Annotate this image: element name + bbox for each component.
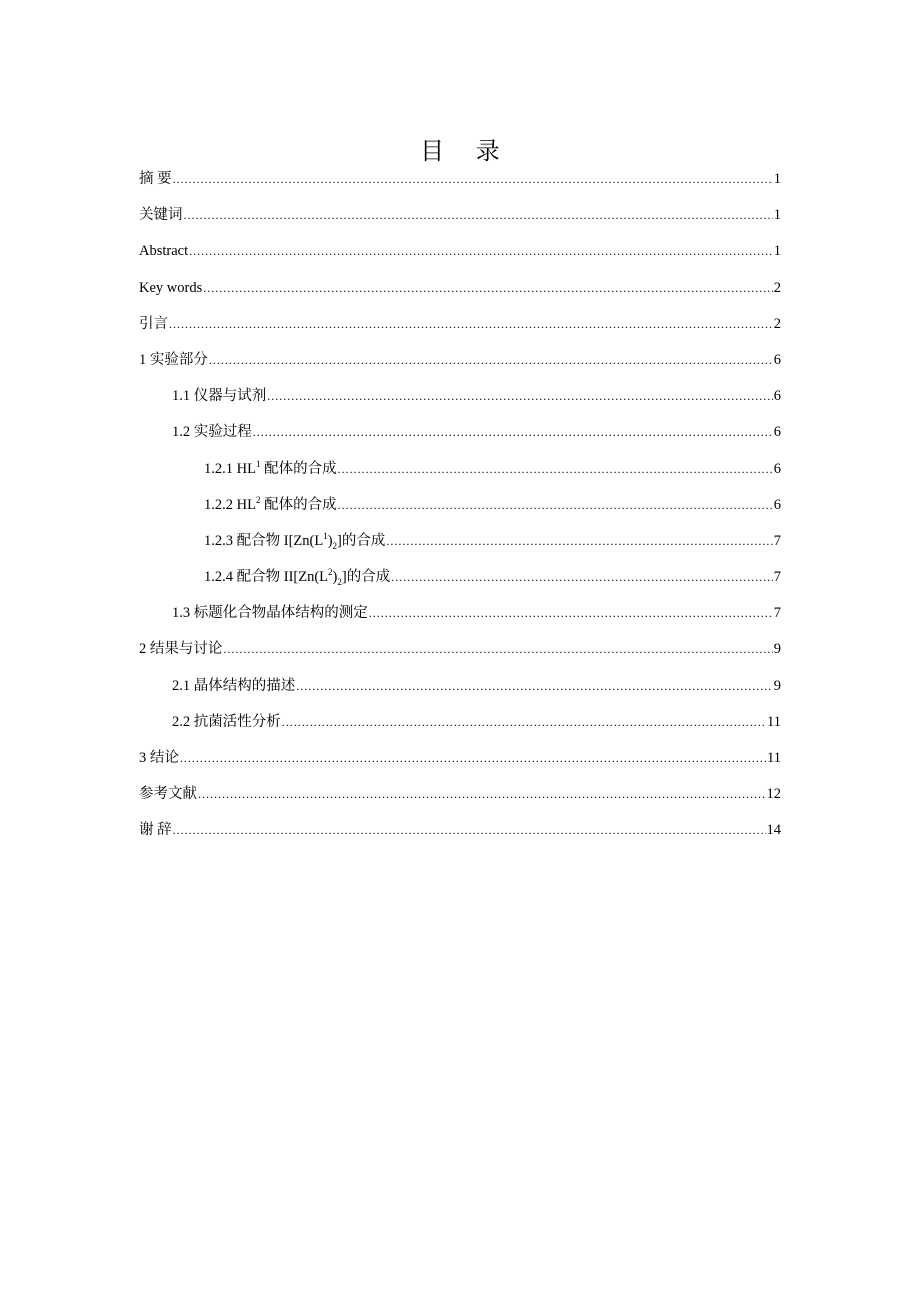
dot-leader [209, 349, 773, 371]
dot-leader [391, 566, 773, 588]
label-text: 1.2.2 HL [204, 496, 256, 513]
toc-entry-label: 1 实验部分 [139, 351, 208, 368]
dot-leader [173, 819, 766, 841]
dot-leader [282, 711, 766, 733]
dot-leader [338, 458, 773, 480]
toc-entry-abstract-cn[interactable] [139, 168, 781, 204]
toc-entry-section-1-2-2[interactable] [139, 494, 781, 530]
toc-entry-page: 6 [773, 388, 781, 405]
toc-entry-section-1[interactable] [139, 349, 781, 385]
label-text: 1.2.4 配合物 II[Zn(L [204, 569, 329, 586]
toc-entry-label: 1.1 仪器与试剂 [172, 388, 267, 405]
toc-entry-page: 6 [773, 460, 781, 477]
superscript: 2 [328, 567, 333, 578]
dot-leader [338, 494, 773, 516]
label-text: 配体的合成 [260, 460, 337, 477]
toc-entry-label: 2 结果与讨论 [139, 641, 223, 658]
toc-entry-page: 6 [773, 351, 781, 368]
toc-entry-page: 9 [773, 641, 781, 658]
toc-entry-page: 7 [773, 569, 781, 586]
dot-leader [223, 638, 772, 660]
toc-entry-label: 2.1 晶体结构的描述 [172, 677, 296, 694]
toc-entry-section-1-2-3[interactable] [139, 530, 781, 566]
toc-entry-page: 1 [773, 207, 781, 224]
toc-entry-section-2-2[interactable] [139, 711, 781, 747]
label-text: 配体的合成 [260, 496, 337, 513]
toc-entry-page: 6 [773, 496, 781, 513]
dot-leader [173, 168, 773, 190]
label-text: ]的合成 [337, 532, 386, 549]
dot-leader [369, 602, 773, 624]
dot-leader [198, 783, 766, 805]
dot-leader [296, 675, 773, 697]
toc-entry-label: 谢 辞 [139, 822, 172, 839]
label-text: 1.2.3 配合物 I[Zn(L [204, 532, 324, 549]
label-text: ) [332, 569, 338, 586]
dot-leader [169, 313, 773, 335]
toc-entry-label: 3 结论 [139, 750, 179, 766]
toc-entry-section-1-2-1[interactable] [139, 458, 781, 494]
toc-entry-page: 7 [773, 532, 781, 549]
toc-entry-label [204, 566, 390, 588]
dot-leader [189, 240, 773, 262]
toc-entry-label: 2.2 抗菌活性分析 [172, 713, 281, 730]
label-text: ) [327, 532, 333, 549]
toc-entry-label: Key words [139, 279, 203, 296]
toc-entry-label: 1.3 标题化合物晶体结构的测定 [172, 605, 368, 622]
toc-entry-label: 引言 [139, 315, 168, 332]
toc-entry-page: 9 [773, 677, 781, 694]
subscript: 2 [337, 576, 342, 587]
toc-entry-label: 1.2 实验过程 [172, 424, 252, 441]
dot-leader [180, 747, 766, 769]
toc-entry-section-2[interactable] [139, 638, 781, 674]
toc-entry-section-1-2[interactable] [139, 421, 781, 457]
toc-entry-page: 1 [773, 171, 781, 187]
toc-entry-references[interactable] [139, 783, 781, 819]
toc-entry-page: 11 [767, 713, 781, 730]
dot-leader [267, 385, 773, 407]
toc-entry-section-1-2-4[interactable] [139, 566, 781, 602]
toc-entry-keywords-en[interactable] [139, 277, 781, 313]
label-text: 1.2.1 HL [204, 460, 256, 477]
toc-entry-label: 关键词 [139, 207, 183, 224]
toc-entry-abstract-en[interactable] [139, 240, 781, 276]
toc-entry-label: 参考文献 [139, 786, 197, 803]
superscript: 2 [255, 494, 261, 505]
superscript: 1 [323, 531, 328, 542]
toc-entry-label: Abstract [139, 243, 189, 260]
toc-entry-page: 6 [773, 424, 781, 441]
toc-entry-section-1-1[interactable] [139, 385, 781, 421]
superscript: 1 [255, 458, 261, 469]
toc-entry-section-1-3[interactable] [139, 602, 781, 638]
dot-leader [386, 530, 772, 552]
toc-entry-section-2-1[interactable] [139, 675, 781, 711]
toc-entry-section-3[interactable] [139, 747, 781, 783]
toc-entry-page: 11 [767, 750, 781, 766]
toc-entry-introduction[interactable] [139, 313, 781, 349]
toc-entry-page: 7 [773, 605, 781, 622]
dot-leader [253, 421, 773, 443]
toc-entry-acknowledgements[interactable] [139, 819, 781, 855]
toc-entry-page: 2 [773, 315, 781, 332]
toc-entry-label [204, 494, 337, 516]
toc-entry-page: 1 [773, 243, 781, 260]
toc-entry-label: 摘 要 [139, 171, 172, 187]
dot-leader [203, 277, 773, 299]
label-text: ]的合成 [341, 569, 391, 586]
toc-title: 目 录 [420, 137, 512, 166]
subscript: 2 [332, 540, 338, 551]
toc-entry-page: 12 [766, 786, 781, 803]
toc-entry-label [204, 458, 337, 480]
toc-entry-page: 2 [773, 279, 781, 296]
toc-entry-keywords-cn[interactable] [139, 204, 781, 240]
table-of-contents [139, 168, 781, 856]
toc-entry-page: 14 [766, 822, 781, 839]
dot-leader [184, 204, 773, 226]
toc-entry-label [204, 530, 385, 552]
